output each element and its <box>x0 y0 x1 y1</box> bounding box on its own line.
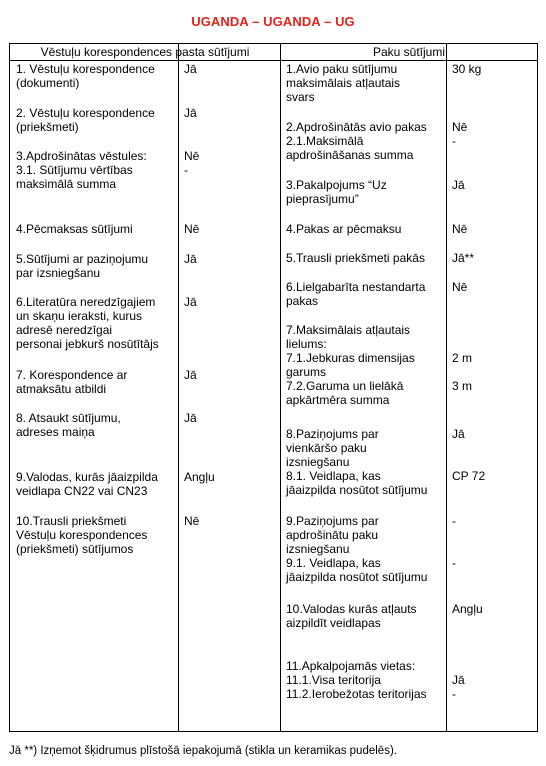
column-divider-left-value <box>178 43 179 732</box>
right-row-value: Jā** <box>452 251 475 265</box>
right-row-value: Nē <box>452 222 468 236</box>
left-row-value: Jā <box>184 252 197 266</box>
left-row-value: Jā <box>184 295 197 309</box>
left-row-label: 5.Sūtījumi ar paziņojumu par izsniegšanu <box>16 252 149 280</box>
left-row-label: 9.Valodas, kurās jāaizpilda veidlapa CN22 vai CN23 <box>16 470 158 498</box>
right-row-value: Nē <box>452 280 468 294</box>
left-row-value: Jā <box>184 106 197 120</box>
left-row-label: 4.Pēcmaksas sūtījumi <box>16 222 133 236</box>
left-row-label: 2. Vēstuļu korespondence (priekšmeti) <box>16 106 155 134</box>
left-row-value: Nē <box>184 514 200 528</box>
left-row-label: 3.Apdrošinātas vēstules: 3.1. Sūtījumu vērtības maksimālā summa <box>16 149 147 191</box>
column-divider-center <box>280 43 281 732</box>
left-row-value: Jā <box>184 411 197 425</box>
right-row-label: 6.Lielgabarīta nestandarta pakas <box>286 280 426 308</box>
column-divider-right-value <box>446 43 447 732</box>
left-row-label: 10.Trausli priekšmeti Vēstuļu korespondences (priekšmeti) sūtījumos <box>16 514 148 556</box>
header-divider <box>9 60 538 61</box>
right-row-value: Jā - <box>452 673 465 701</box>
right-row-label: 5.Trausli priekšmeti pakās <box>286 251 425 265</box>
left-row-value: Angļu <box>184 470 215 484</box>
left-row-value: Nē <box>184 222 200 236</box>
left-row-value: Jā <box>184 368 197 382</box>
left-row-label: 1. Vēstuļu korespondence (dokumenti) <box>16 62 155 90</box>
right-row-value: Jā CP 72 <box>452 427 486 483</box>
right-row-label: 11.Apkalpojamās vietas: 11.1.Visa teritorija 11.2.Ierobežotas teritorijas <box>286 659 427 701</box>
right-row-label: 10.Valodas kurās atļauts aizpildīt veidlapas <box>286 602 417 630</box>
left-row-label: 7. Korespondence ar atmaksātu atbildi <box>16 368 128 396</box>
left-row-label: 6.Literatūra neredzīgajiem un skaņu ieraksti, kurus adresē neredzīgai personai jebkurš nosūtītājs <box>16 295 159 351</box>
left-row-label: 8. Atsaukt sūtījumu, adreses maiņa <box>16 411 121 439</box>
right-row-label: 1.Avio paku sūtījumu maksimālais atļautais svars <box>286 62 401 104</box>
header-letter-items: Vēstuļu korespondences pasta sūtījumi <box>40 45 250 59</box>
header-parcels: Paku sūtījumi <box>372 45 446 59</box>
left-row-value: Jā <box>184 62 197 76</box>
right-row-value: - - <box>452 514 456 570</box>
page-title: UGANDA – UGANDA – UG <box>191 14 355 29</box>
right-row-label: 3.Pakalpojums “Uz pieprasījumu” <box>286 178 387 206</box>
right-row-value: Jā <box>452 178 465 192</box>
right-row-value: Nē - <box>452 120 468 148</box>
right-row-value: Angļu <box>452 602 483 616</box>
right-row-value: 30 kg <box>452 62 482 76</box>
right-row-label: 8.Paziņojums par vienkāršo paku izsniegšanu 8.1. Veidlapa, kas jāaizpilda nosūtot sūtījumu <box>286 427 428 497</box>
right-row-label: 9.Paziņojums par apdrošinātu paku izsniegšanu 9.1. Veidlapa, kas jāaizpilda nosūtot sūtījumu <box>286 514 428 584</box>
footnote: Jā **) Izņemot šķidrumus plīstošā iepakojumā (stikla un keramikas pudelēs). <box>9 745 397 757</box>
right-row-value: 2 m 3 m <box>452 351 473 393</box>
left-row-value: Nē - <box>184 149 200 177</box>
right-row-label: 2.Apdrošinātās avio pakas 2.1.Maksimālā apdrošināšanas summa <box>286 120 427 162</box>
right-row-label: 4.Pakas ar pēcmaksu <box>286 222 402 236</box>
right-row-label: 7.Maksimālais atļautais lielums: 7.1.Jebkuras dimensijas garums 7.2.Garuma un lielākā apkārtmēra summa <box>286 323 415 407</box>
